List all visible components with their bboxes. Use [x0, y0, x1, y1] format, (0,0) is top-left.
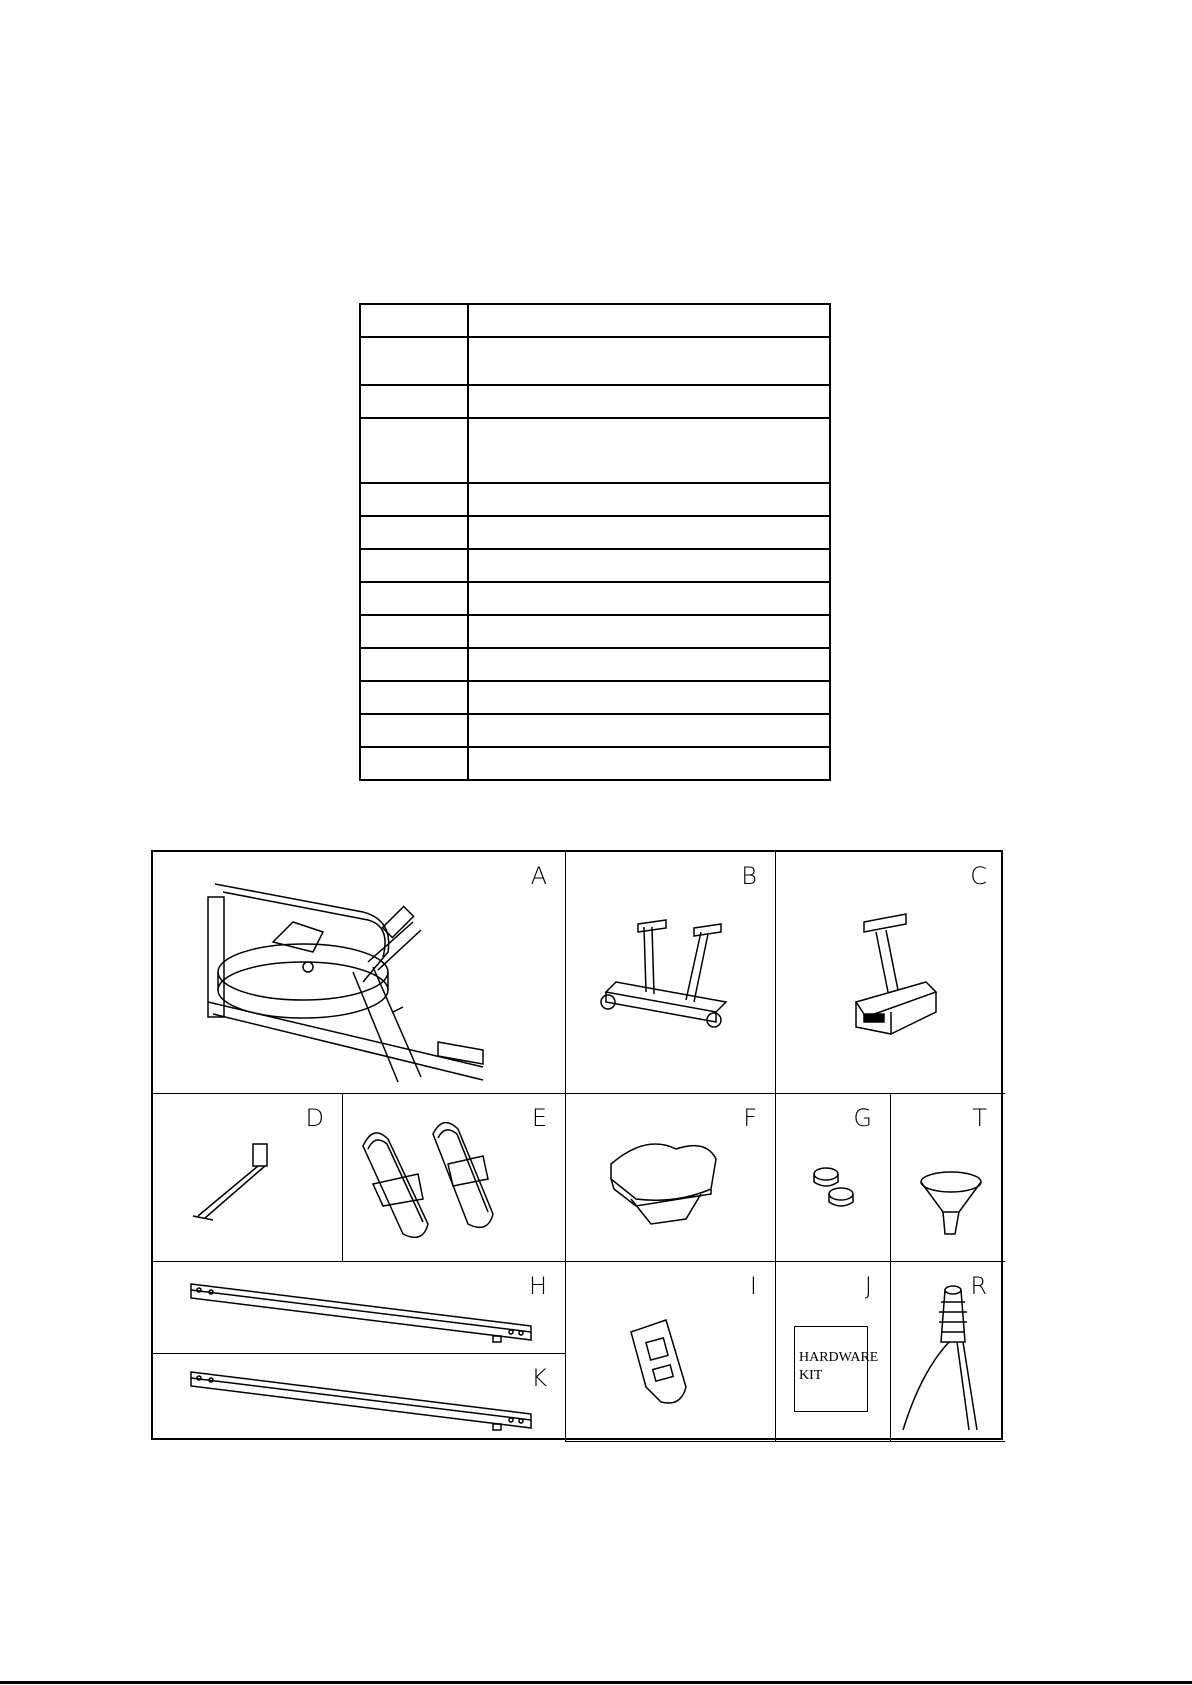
part-description-cell: [468, 385, 830, 418]
part-description-cell: [468, 615, 830, 648]
funnel-icon: [891, 1094, 1005, 1262]
table-row: [360, 714, 830, 747]
table-row: [360, 418, 830, 483]
part-label-c: C: [970, 862, 987, 890]
page-bottom-rule: [0, 1681, 1192, 1684]
part-cell-a: [153, 852, 566, 1094]
table-row: [360, 582, 830, 615]
end-caps-icon: [776, 1094, 891, 1262]
part-label-t: T: [972, 1104, 987, 1132]
table-row: [360, 615, 830, 648]
part-code-cell: [360, 385, 468, 418]
part-label-k: K: [531, 1364, 547, 1392]
part-label-g: G: [853, 1104, 872, 1132]
part-cell-j: [776, 1262, 891, 1442]
part-description-cell: [468, 549, 830, 582]
part-description-cell: [468, 648, 830, 681]
part-label-r: R: [970, 1272, 987, 1300]
part-code-cell: [360, 304, 468, 337]
rail-k-icon: [153, 1354, 566, 1442]
part-code-cell: [360, 516, 468, 549]
part-code-cell: [360, 615, 468, 648]
part-description-cell: [468, 516, 830, 549]
part-label-h: H: [528, 1272, 547, 1300]
part-label-e: E: [531, 1104, 547, 1132]
part-cell-e: [343, 1094, 566, 1262]
table-row: [360, 549, 830, 582]
part-description-cell: [468, 582, 830, 615]
part-code-cell: [360, 747, 468, 780]
part-label-a: A: [530, 862, 547, 890]
part-label-d: D: [305, 1104, 324, 1132]
part-code-cell: [360, 582, 468, 615]
rower-main-frame-icon: [153, 852, 566, 1094]
part-label-b: B: [741, 862, 757, 890]
table-row: [360, 681, 830, 714]
hand-pump-icon: [891, 1262, 1005, 1442]
part-label-j: J: [864, 1272, 872, 1300]
part-cell-g: [776, 1094, 891, 1262]
part-code-cell: [360, 418, 468, 483]
part-description-cell: [468, 337, 830, 385]
part-code-cell: [360, 549, 468, 582]
table-row: [360, 648, 830, 681]
rear-stabilizer-icon: [566, 852, 776, 1094]
part-description-cell: [468, 681, 830, 714]
part-label-i: I: [749, 1272, 757, 1300]
foot-pedals-icon: [343, 1094, 566, 1262]
part-description-cell: [468, 418, 830, 483]
part-cell-i: [566, 1262, 776, 1442]
part-code-cell: [360, 648, 468, 681]
parts-list-table: [359, 303, 831, 781]
part-cell-t: [891, 1094, 1005, 1262]
part-cell-h: [153, 1262, 566, 1354]
front-support-icon: [776, 852, 1005, 1094]
parts-illustration-grid: [151, 850, 1003, 1440]
table-row: [360, 516, 830, 549]
part-description-cell: [468, 304, 830, 337]
part-cell-f: [566, 1094, 776, 1262]
part-cell-c: [776, 852, 1005, 1094]
part-cell-k: [153, 1354, 566, 1442]
part-description-cell: [468, 483, 830, 516]
table-row: [360, 385, 830, 418]
table-row: [360, 483, 830, 516]
part-label-f: F: [743, 1104, 757, 1132]
part-code-cell: [360, 337, 468, 385]
console-mast-icon: [153, 1094, 343, 1262]
part-code-cell: [360, 483, 468, 516]
part-code-cell: [360, 714, 468, 747]
monitor-icon: [566, 1262, 776, 1442]
part-description-cell: [468, 747, 830, 780]
rail-h-icon: [153, 1262, 566, 1354]
table-row: [360, 747, 830, 780]
part-cell-r: [891, 1262, 1005, 1442]
table-row: [360, 337, 830, 385]
seat-icon: [566, 1094, 776, 1262]
part-cell-d: [153, 1094, 343, 1262]
part-cell-b: [566, 852, 776, 1094]
part-description-cell: [468, 714, 830, 747]
part-code-cell: [360, 681, 468, 714]
hardware-kit-box: HARDWARE KIT: [794, 1326, 868, 1412]
table-row: [360, 304, 830, 337]
